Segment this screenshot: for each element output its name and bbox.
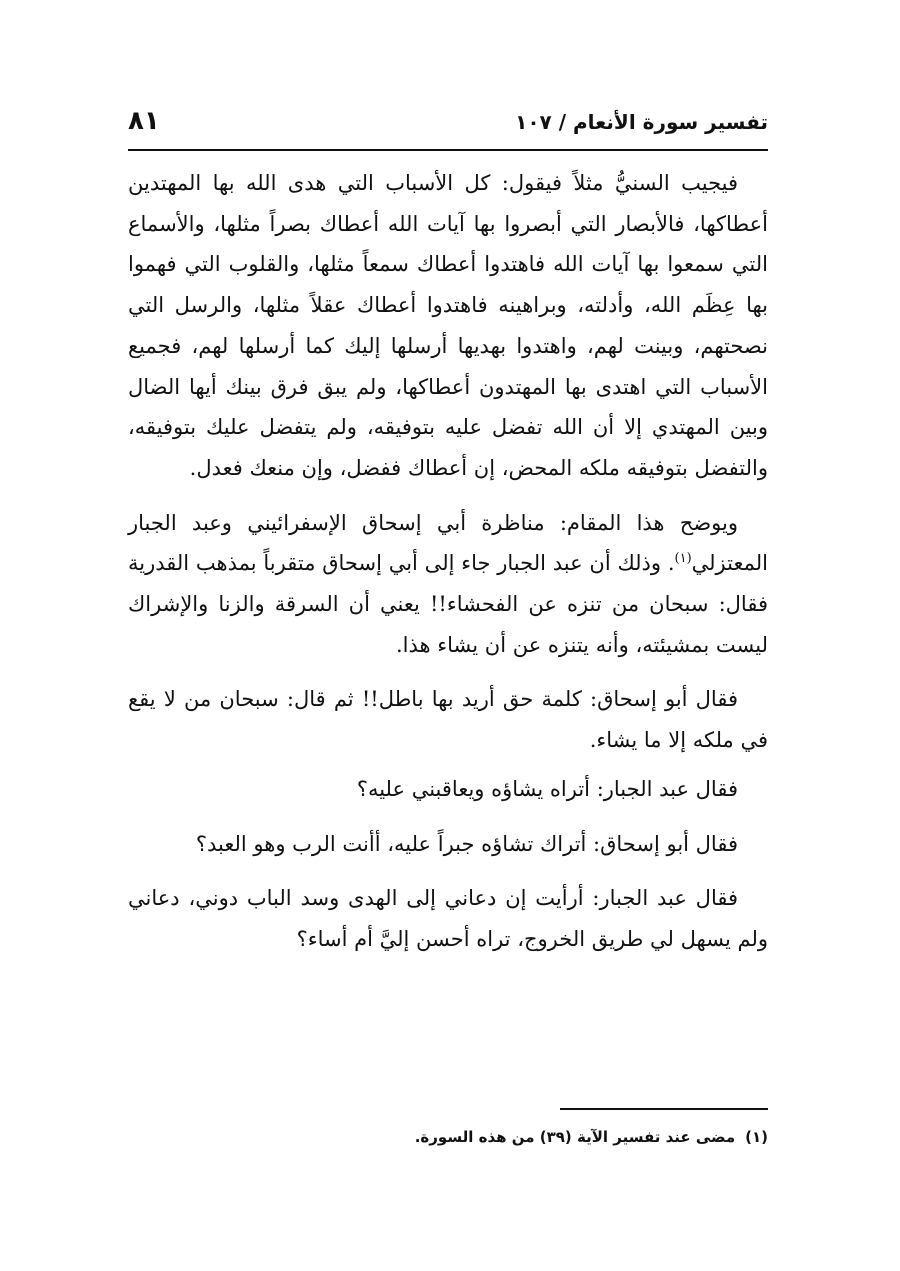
paragraph-explanation: فيجيب السنيُّ مثلاً فيقول: كل الأسباب التي هدى الله بها المهتدين أعطاكها، فالأبصار التي أبصروا بها آيات الله أعطاك بصراً مثلها، والأسماع التي سمعوا بها آيات الله فاهتدوا أعطاك سمعاً مثلها، والقلوب التي فهموا بها عِظَم الله، وأدلته، وبراهينه فاهتدوا أعطاك عقلاً مثلها، والرسل التي نصحتهم، وبينت لهم، واهتدوا بهديها أرسلها إليك كما أرسلها لهم، فجميع الأسباب التي اهتدى بها المهتدون أعطاكها، ولم يبق فرق بينك أيها الضال وبين المهتدي إلا أن الله تفضل عليه بتوفيقه، ولم يتفضل عليك بتوفيقه، والتفضل بتوفيقه ملكه المحض، إن أعطاك ففضل، وإن منعك فعدل. bbox=[128, 171, 768, 480]
paragraph-abd-aljabbar-final: فقال عبد الجبار: أرأيت إن دعاني إلى الهدى وسد الباب دوني، دعاني ولم يسهل لي طريق الخروج، تراه أحسن إليَّ أم أساء؟ bbox=[128, 886, 768, 951]
paragraph-text-before-note: ويوضح هذا المقام: مناظرة أبي إسحاق الإسفرائيني وعبد الجبار المعتزلي bbox=[128, 510, 768, 576]
footnote-marker: (١) bbox=[674, 551, 692, 567]
header-rule bbox=[128, 149, 768, 151]
footnote bbox=[248, 1124, 768, 1150]
page-header bbox=[128, 108, 768, 144]
footnote-rule bbox=[560, 1108, 768, 1110]
paragraph-abu-ishaq-answer: فقال أبو إسحاق: أتراك تشاؤه جبراً عليه، أأنت الرب وهو العبد؟ bbox=[195, 831, 738, 856]
running-title: تفسير سورة الأنعام / ١٠٧ bbox=[515, 110, 768, 134]
main-text bbox=[128, 163, 768, 960]
footnote-text: مضى عند تفسير الآية (٣٩) من هذه السورة. bbox=[414, 1128, 736, 1146]
paragraph-abd-aljabbar-question: فقال عبد الجبار: أتراه يشاؤه ويعاقبني عليه؟ bbox=[356, 776, 738, 801]
page-number: ٨١ bbox=[128, 106, 160, 136]
paragraph-text-after-note: . وذلك أن عبد الجبار جاء إلى أبي إسحاق متقرباً بمذهب القدرية فقال: سبحان من تنزه عن الفحشاء!! يعني أن السرقة والزنا والإشراك ليست بمشيئته، وأنه يتنزه عن أن يشاء هذا. bbox=[128, 551, 768, 657]
paragraph-debate-intro bbox=[128, 503, 768, 666]
paragraph-abu-ishaq-reply: فقال أبو إسحاق: كلمة حق أريد بها باطل!! ثم قال: سبحان من لا يقع في ملكه إلا ما يشاء. bbox=[128, 687, 768, 753]
footnote-number: (١) bbox=[745, 1128, 768, 1146]
